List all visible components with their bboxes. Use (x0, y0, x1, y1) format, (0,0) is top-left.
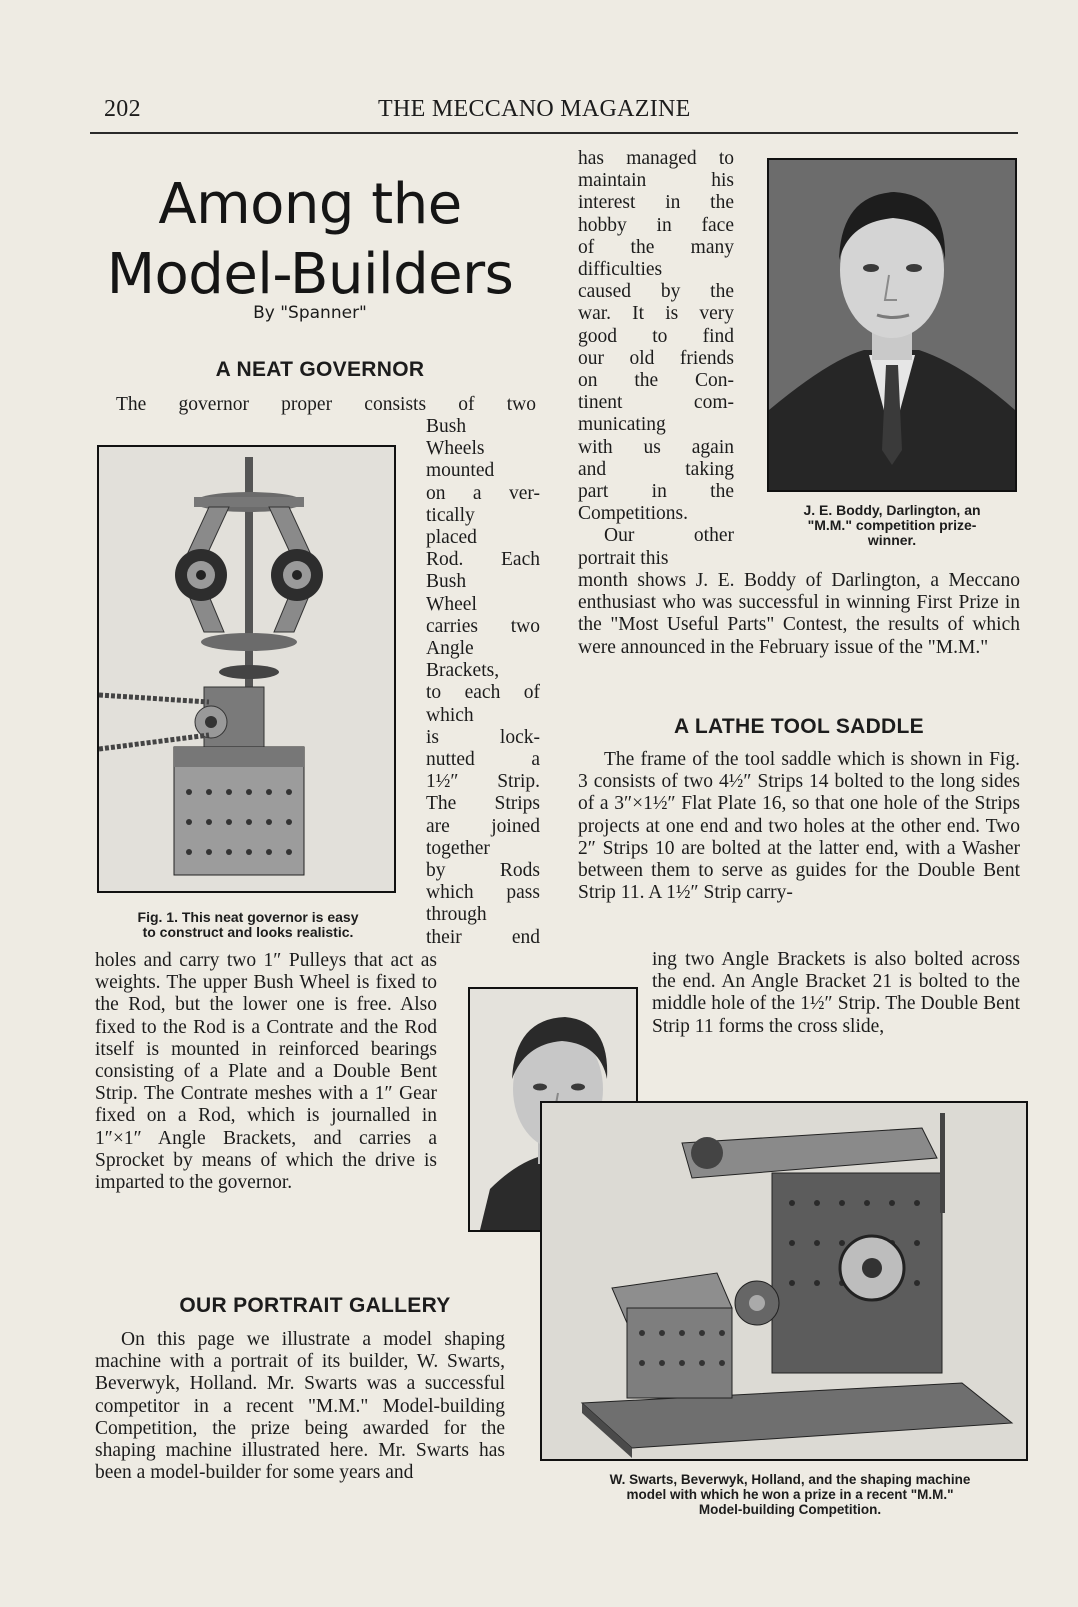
portrait-gallery-heading: OUR PORTRAIT GALLERY (179, 1294, 451, 1317)
governor-intro: The governor proper consists of two (116, 394, 536, 415)
boddy-portrait-image (769, 160, 1015, 490)
byline: By "Spanner" (253, 303, 367, 323)
lathe-text: The frame of the tool saddle which is shown in Fig. 3 consists of two 4½″ Strips 14 bolted to the long sides of a 3″×1½″ Flat Plate 16, so that one hole of the Strips projects at one end and two holes at the other end. Two 2″ Strips 10 are bolted at the latter end, with a Washer between them to serve as guides for the Double Bent Strip 11. A 1½″ Strip carry- (578, 749, 1020, 904)
lathe-heading: A LATHE TOOL SADDLE (674, 715, 924, 738)
boddy-portrait (767, 158, 1017, 492)
governor-caption: Fig. 1. This neat governor is easy to construct and looks realistic. (137, 909, 359, 940)
governor-model-image (99, 447, 394, 891)
boddy-caption: J. E. Boddy, Darlington, an "M.M." competition prize- winner. (803, 502, 981, 548)
governor-figure (97, 445, 396, 893)
governor-heading: A NEAT GOVERNOR (215, 358, 425, 381)
article-title: Among the Model-Builders (106, 172, 514, 307)
shaping-machine-image (542, 1103, 1026, 1459)
governor-text: holes and carry two 1″ Pulleys that act as weights. The upper Bush Wheel is fixed to the Rod, but the lower one is free. Also fixed to the Rod is a Contrate and the Rod itself is mounted in reinforced bearings consisting of a Plate and a Double Bent Strip. The Contrate meshes with a 1″ Gear fixed on a Rod, which is journalled in 1″×1″ Angle Brackets, and carries a Sprocket by means of which the drive is imparted to the governor. (95, 950, 437, 1194)
swarts-caption: W. Swarts, Beverwyk, Holland, and the shaping machine model with which he won a prize in a recent "M.M." Model-building Competition. (609, 1472, 971, 1517)
boddy-text: month shows J. E. Boddy of Darlington, a Meccano enthusiast who was successful in winning First Prize in the "Most Useful Parts" Contest, the results of which were announced in the February issue of the "M.M." (578, 570, 1020, 658)
magazine-title: THE MECCANO MAGAZINE (378, 96, 691, 122)
header-rule (90, 132, 1018, 134)
shaping-machine-figure (540, 1101, 1028, 1461)
governor-narrow-text: Bush Wheels mounted on a ver- tically placed Rod. Each Bush Wheel carries two Angle Brackets, to each of which is lock- nutted a 1½″ Strip. The Strips are joined together by Rods which pass through their end (426, 416, 540, 948)
lathe-text-indented: ing two Angle Brackets is also bolted across the end. An Angle Bracket 21 is bolted to the middle hole of the 1½″ Strip. The Double Bent Strip 11 forms the cross slide, (652, 949, 1020, 1037)
portrait-gallery-text: On this page we illustrate a model shaping machine with a portrait of its builder, W. Swarts, Beverwyk, Holland. Mr. Swarts was a successful competitor in a recent "M.M." Model-building Competition, the prize being awarded for the shaping machine illustrated here. Mr. Swarts has been a model-builder for some years and (95, 1329, 505, 1484)
page-number: 202 (104, 96, 141, 122)
column2-narrow-text: has managed to maintain his interest in the hobby in face of the many difficulties caused by the war. It is very good to find our old friends on the Con- tinent com- municating with us again and taking part in the Competitions. Our other portrait this (578, 148, 734, 569)
